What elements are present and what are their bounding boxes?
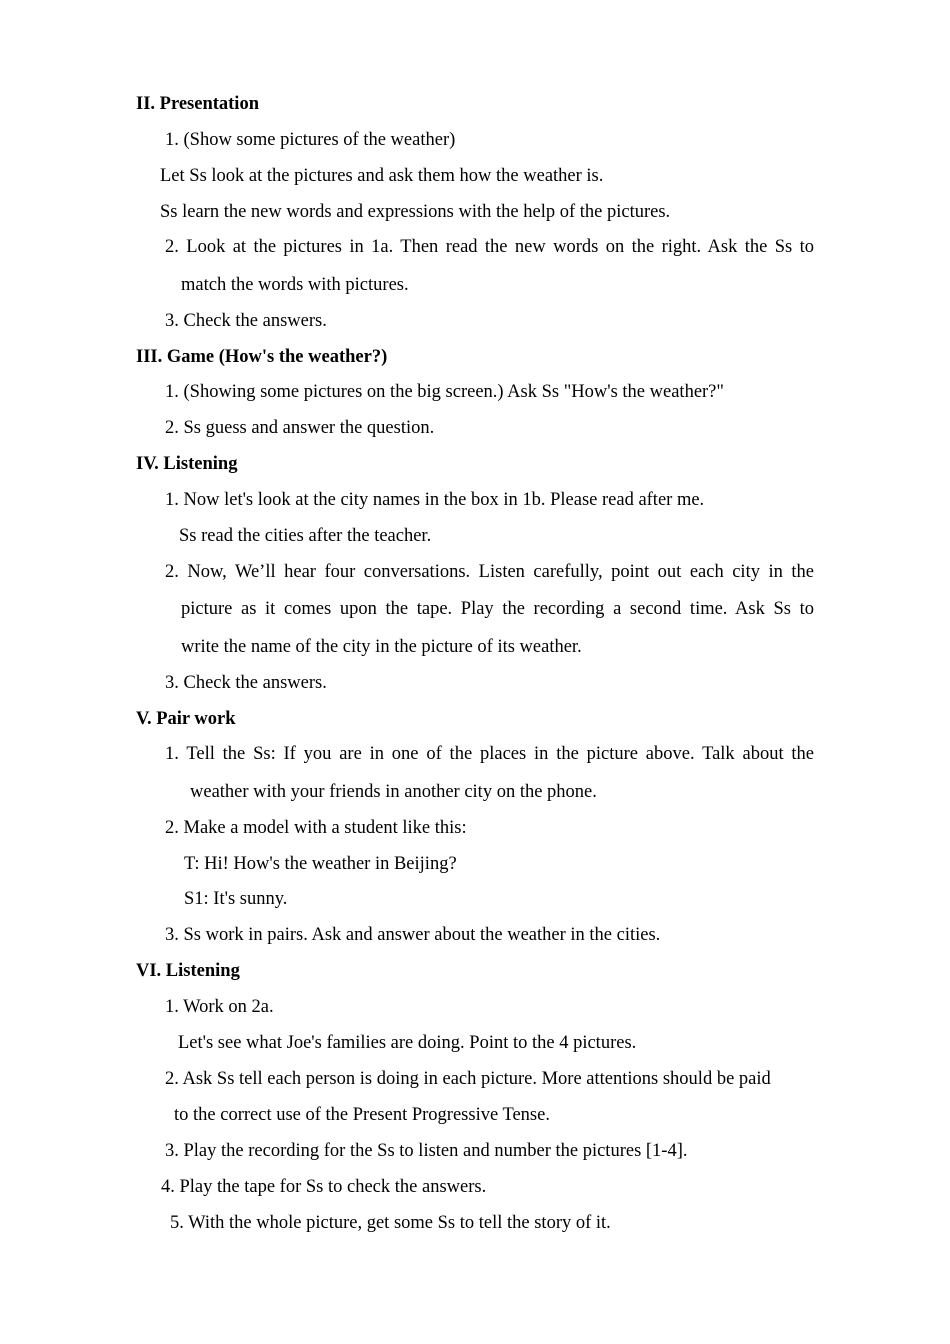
game-line-2: 2. Ss guess and answer the question. (165, 418, 435, 438)
listening2-line-4: to the correct use of the Present Progressive Tense. (174, 1105, 550, 1125)
listening1-line-5: write the name of the city in the picture of its weather. (181, 637, 582, 657)
presentation-line-5: match the words with pictures. (181, 275, 409, 295)
listening1-line-3: 2. Now, We’ll hear four conversations. Listen carefully, point out each city in the (165, 562, 814, 582)
listening1-line-1: 1. Now let's look at the city names in the box in 1b. Please read after me. (165, 490, 705, 510)
listening2-line-6: 4. Play the tape for Ss to check the answers. (161, 1177, 487, 1197)
presentation-line-1: 1. (Show some pictures of the weather) (165, 130, 456, 150)
listening2-line-7: 5. With the whole picture, get some Ss to tell the story of it. (170, 1213, 611, 1233)
pairwork-line-4: T: Hi! How's the weather in Beijing? (184, 854, 457, 874)
section-heading-presentation: II. Presentation (136, 94, 259, 114)
pairwork-line-1: 1. Tell the Ss: If you are in one of the places in the picture above. Talk about the (165, 744, 814, 764)
listening2-line-2: Let's see what Joe's families are doing. Point to the 4 pictures. (178, 1033, 637, 1053)
listening2-line-3: 2. Ask Ss tell each person is doing in each picture. More attentions should be paid (165, 1069, 771, 1089)
listening1-line-2: Ss read the cities after the teacher. (179, 526, 432, 546)
presentation-line-6: 3. Check the answers. (165, 311, 327, 331)
section-heading-game: III. Game (How's the weather?) (136, 347, 388, 367)
pairwork-line-3: 2. Make a model with a student like this: (165, 818, 467, 838)
listening1-line-6: 3. Check the answers. (165, 673, 327, 693)
section-heading-pair-work: V. Pair work (136, 709, 236, 729)
pairwork-line-5: S1: It's sunny. (184, 889, 288, 909)
presentation-line-4: 2. Look at the pictures in 1a. Then read the new words on the right. Ask the Ss to (165, 237, 814, 257)
pairwork-line-2: weather with your friends in another city on the phone. (190, 782, 597, 802)
section-heading-listening-2: VI. Listening (136, 961, 240, 981)
listening2-line-1: 1. Work on 2a. (165, 997, 274, 1017)
game-line-1: 1. (Showing some pictures on the big screen.) Ask Ss "How's the weather?" (165, 382, 724, 402)
listening1-line-4: picture as it comes upon the tape. Play the recording a second time. Ask Ss to (181, 599, 814, 619)
pairwork-line-6: 3. Ss work in pairs. Ask and answer about the weather in the cities. (165, 925, 661, 945)
presentation-line-2: Let Ss look at the pictures and ask them how the weather is. (160, 166, 604, 186)
listening2-line-5: 3. Play the recording for the Ss to listen and number the pictures [1-4]. (165, 1141, 688, 1161)
section-heading-listening-1: IV. Listening (136, 454, 238, 474)
presentation-line-3: Ss learn the new words and expressions with the help of the pictures. (160, 202, 671, 222)
